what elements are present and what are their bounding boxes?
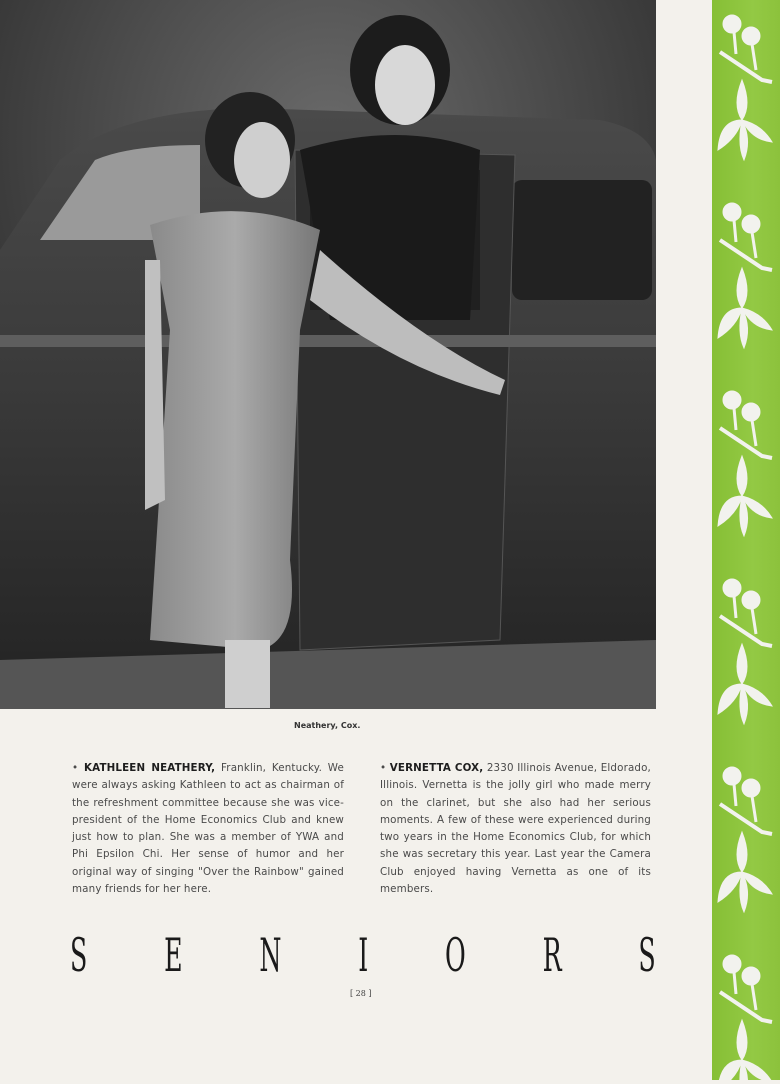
section-title-seniors (70, 928, 656, 982)
bullet: • (72, 762, 84, 774)
student-name: VERNETTA COX, (389, 762, 484, 774)
biography-vernetta-cox (380, 760, 651, 898)
decorative-floral-border (712, 0, 780, 1080)
title-letter: S (70, 928, 88, 982)
flower-vine-icon (712, 0, 780, 1080)
title-letter: N (259, 928, 282, 982)
title-letter: O (445, 928, 466, 982)
title-letter: R (542, 928, 562, 982)
bullet: • (380, 762, 390, 774)
photo-caption: Neathery, Cox. (294, 721, 361, 730)
title-letter: E (164, 928, 183, 982)
title-letter: I (358, 928, 369, 982)
biography-text: 2330 Illinois Avenue, Eldorado, Illinois. Vernetta is the jolly girl who made merry on the clarinet, but she also had her serious moments. A few of these were experienced during two years in the Home Economics Club, for which she was secretary this year. Last year the Camera Club enjoyed having Vernetta as one of its members. (380, 762, 651, 896)
student-name: KATHLEEN NEATHERY, (84, 762, 216, 774)
biography-kathleen-neathery (72, 760, 344, 898)
title-letter: S (638, 928, 656, 982)
biography-text: Franklin, Kentucky. We were always asking Kathleen to act as chairman of the refreshment committee because she was vice-president of the Home Economics Club and knew just how to plan. She was a member of YWA and Phi Epsilon Chi. Her sense of humor and her original way of singing "Over the Rainbow" gained many friends for her here. (72, 762, 344, 896)
page-number: [ 28 ] (350, 989, 372, 998)
